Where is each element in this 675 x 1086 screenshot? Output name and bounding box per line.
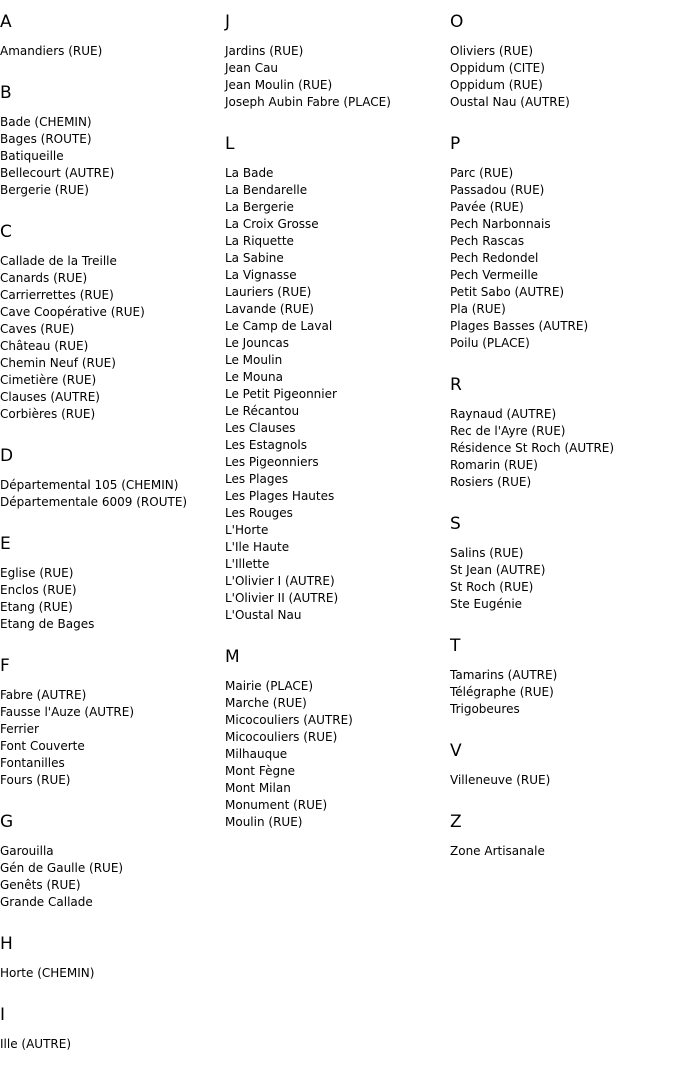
street-list	[225, 678, 450, 831]
street-list	[0, 687, 225, 789]
letter-section	[450, 636, 675, 718]
street-link[interactable]: Cave Coopérative (RUE)	[0, 305, 145, 319]
street-link[interactable]: Romarin (RUE)	[450, 458, 538, 472]
street-link[interactable]: Eglise (RUE)	[0, 566, 74, 580]
section-letter-heading: T	[450, 636, 461, 656]
section-letter-heading: D	[0, 446, 14, 466]
street-link[interactable]: Poilu (PLACE)	[450, 336, 530, 350]
street-link[interactable]: L'Illette	[225, 557, 270, 571]
street-link[interactable]: Monument (RUE)	[225, 798, 328, 812]
street-link[interactable]: Pech Redondel	[450, 251, 539, 265]
letter-section	[450, 375, 675, 491]
section-letter-heading: G	[0, 812, 14, 832]
street-link[interactable]: Passadou (RUE)	[450, 183, 545, 197]
street-link[interactable]: Fours (RUE)	[0, 773, 71, 787]
street-link[interactable]: Fontanilles	[0, 756, 65, 770]
letter-section	[0, 12, 225, 60]
street-link[interactable]: Amandiers (RUE)	[0, 44, 103, 58]
street-list	[0, 565, 225, 633]
street-link[interactable]: Télégraphe (RUE)	[450, 685, 554, 699]
street-link[interactable]: Bade (CHEMIN)	[0, 115, 92, 129]
street-link[interactable]: Ferrier	[0, 722, 39, 736]
street-link[interactable]: L'Oustal Nau	[225, 608, 302, 622]
street-link[interactable]: Les Plages Hautes	[225, 489, 335, 503]
street-link[interactable]: St Roch (RUE)	[450, 580, 534, 594]
section-letter-heading: A	[0, 12, 12, 32]
street-link[interactable]: Etang (RUE)	[0, 600, 73, 614]
street-link[interactable]: Moulin (RUE)	[225, 815, 303, 829]
letter-section	[450, 134, 675, 352]
letter-section	[450, 12, 675, 111]
section-letter-heading: L	[225, 134, 235, 154]
street-link[interactable]: Le Petit Pigeonnier	[225, 387, 337, 401]
street-link[interactable]: La Sabine	[225, 251, 284, 265]
street-list	[450, 165, 675, 352]
street-index-column-3	[450, 0, 675, 860]
street-link[interactable]: Garouilla	[0, 844, 54, 858]
street-link[interactable]: La Bergerie	[225, 200, 294, 214]
letter-section	[0, 222, 225, 423]
street-link[interactable]: Château (RUE)	[0, 339, 89, 353]
street-link[interactable]: Canards (RUE)	[0, 271, 88, 285]
street-list	[0, 477, 225, 511]
street-link[interactable]: Les Clauses	[225, 421, 296, 435]
letter-section	[225, 134, 450, 624]
street-link[interactable]: Les Plages	[225, 472, 289, 486]
street-link[interactable]: Rosiers (RUE)	[450, 475, 532, 489]
section-letter-heading: I	[0, 1005, 6, 1025]
street-link[interactable]: Gén de Gaulle (RUE)	[0, 861, 124, 875]
letter-section	[0, 446, 225, 511]
letter-section	[0, 534, 225, 633]
street-list	[0, 43, 225, 60]
street-link[interactable]: Clauses (AUTRE)	[0, 390, 100, 404]
street-link[interactable]: Milhauque	[225, 747, 288, 761]
street-link[interactable]: Oliviers (RUE)	[450, 44, 533, 58]
street-link[interactable]: La Bade	[225, 166, 274, 180]
street-link[interactable]: Caves (RUE)	[0, 322, 75, 336]
street-link[interactable]: Pech Narbonnais	[450, 217, 551, 231]
street-link[interactable]: Oppidum (CITE)	[450, 61, 545, 75]
section-letter-heading: O	[450, 12, 464, 32]
street-link[interactable]: Pla (RUE)	[450, 302, 506, 316]
street-link[interactable]: Ste Eugénie	[450, 597, 523, 611]
street-link[interactable]: Salins (RUE)	[450, 546, 524, 560]
street-link[interactable]: Etang de Bages	[0, 617, 95, 631]
street-link[interactable]: Bages (ROUTE)	[0, 132, 92, 146]
street-link[interactable]: Le Récantou	[225, 404, 300, 418]
street-list	[0, 965, 225, 982]
street-link[interactable]: Le Jouncas	[225, 336, 289, 350]
street-link[interactable]: Micocouliers (AUTRE)	[225, 713, 353, 727]
street-link[interactable]: Oppidum (RUE)	[450, 78, 543, 92]
street-link[interactable]: Cimetière (RUE)	[0, 373, 97, 387]
street-link[interactable]: Pech Vermeille	[450, 268, 539, 282]
letter-section	[225, 647, 450, 831]
street-list	[0, 843, 225, 911]
street-link[interactable]: Marche (RUE)	[225, 696, 307, 710]
street-list	[450, 43, 675, 111]
street-link[interactable]: Callade de la Treille	[0, 254, 117, 268]
street-link[interactable]: Jean Moulin (RUE)	[225, 78, 333, 92]
street-link[interactable]: Corbières (RUE)	[0, 407, 96, 421]
letter-section	[450, 812, 675, 860]
section-letter-heading: C	[0, 222, 12, 242]
street-link[interactable]: Mont Fègne	[225, 764, 296, 778]
street-link[interactable]: Les Rouges	[225, 506, 293, 520]
street-link[interactable]: Petit Sabo (AUTRE)	[450, 285, 565, 299]
street-link[interactable]: Lavande (RUE)	[225, 302, 314, 316]
letter-section	[0, 656, 225, 789]
street-link[interactable]: Villeneuve (RUE)	[450, 773, 551, 787]
street-list	[450, 843, 675, 860]
street-link[interactable]: L'Ile Haute	[225, 540, 290, 554]
street-link[interactable]: Lauriers (RUE)	[225, 285, 312, 299]
street-link[interactable]: Grande Callade	[0, 895, 93, 909]
street-link[interactable]: Enclos (RUE)	[0, 583, 77, 597]
street-link[interactable]: Départementale 6009 (ROUTE)	[0, 495, 188, 509]
street-link[interactable]: Fausse l'Auze (AUTRE)	[0, 705, 135, 719]
street-link[interactable]: Carrierrettes (RUE)	[0, 288, 114, 302]
letter-section	[225, 12, 450, 111]
street-link[interactable]: Chemin Neuf (RUE)	[0, 356, 116, 370]
letter-section	[0, 1005, 225, 1053]
street-link[interactable]: Zone Artisanale	[450, 844, 545, 858]
street-link[interactable]: Horte (CHEMIN)	[0, 966, 95, 980]
street-link[interactable]: Micocouliers (RUE)	[225, 730, 338, 744]
letter-section	[450, 514, 675, 613]
street-index-column-2	[225, 0, 450, 831]
street-link[interactable]: Le Mouna	[225, 370, 283, 384]
section-letter-heading: Z	[450, 812, 462, 832]
street-link[interactable]: Mont Milan	[225, 781, 291, 795]
street-link[interactable]: Jardins (RUE)	[225, 44, 304, 58]
street-link[interactable]: Tamarins (AUTRE)	[450, 668, 558, 682]
street-link[interactable]: Bergerie (RUE)	[0, 183, 89, 197]
street-link[interactable]: Le Moulin	[225, 353, 283, 367]
street-link[interactable]: L'Horte	[225, 523, 269, 537]
letter-section	[0, 83, 225, 199]
street-index-column-1	[0, 0, 225, 1053]
section-letter-heading: P	[450, 134, 461, 154]
street-link[interactable]: L'Olivier I (AUTRE)	[225, 574, 335, 588]
street-link[interactable]: La Riquette	[225, 234, 294, 248]
street-link[interactable]: Le Camp de Laval	[225, 319, 333, 333]
street-link[interactable]: Mairie (PLACE)	[225, 679, 314, 693]
street-link[interactable]: L'Olivier II (AUTRE)	[225, 591, 339, 605]
street-link[interactable]: St Jean (AUTRE)	[450, 563, 546, 577]
street-link[interactable]: Pech Rascas	[450, 234, 525, 248]
section-letter-heading: S	[450, 514, 461, 534]
street-list	[450, 772, 675, 789]
street-link[interactable]: Fabre (AUTRE)	[0, 688, 87, 702]
street-link[interactable]: Rec de l'Ayre (RUE)	[450, 424, 566, 438]
street-link[interactable]: Parc (RUE)	[450, 166, 514, 180]
section-letter-heading: V	[450, 741, 462, 761]
street-link[interactable]: Raynaud (AUTRE)	[450, 407, 557, 421]
letter-section	[450, 741, 675, 789]
street-list	[225, 43, 450, 111]
street-link[interactable]: Plages Basses (AUTRE)	[450, 319, 589, 333]
street-list	[0, 1036, 225, 1053]
street-link[interactable]: Jean Cau	[225, 61, 279, 75]
section-letter-heading: B	[0, 83, 12, 103]
street-link[interactable]: Départemental 105 (CHEMIN)	[0, 478, 179, 492]
section-letter-heading: R	[450, 375, 462, 395]
street-link[interactable]: Résidence St Roch (AUTRE)	[450, 441, 615, 455]
letter-section	[0, 812, 225, 911]
street-link[interactable]: Joseph Aubin Fabre (PLACE)	[225, 95, 391, 109]
section-letter-heading: J	[225, 12, 231, 32]
section-letter-heading: M	[225, 647, 240, 667]
street-list	[0, 253, 225, 423]
section-letter-heading: H	[0, 934, 13, 954]
section-letter-heading: F	[0, 656, 10, 676]
street-link[interactable]: Genêts (RUE)	[0, 878, 81, 892]
street-link[interactable]: Oustal Nau (AUTRE)	[450, 95, 570, 109]
street-link[interactable]: Les Estagnols	[225, 438, 307, 452]
street-list	[450, 406, 675, 491]
street-link[interactable]: Trigobeures	[450, 702, 520, 716]
street-link[interactable]: Bellecourt (AUTRE)	[0, 166, 115, 180]
street-link[interactable]: Font Couverte	[0, 739, 85, 753]
street-link[interactable]: La Bendarelle	[225, 183, 308, 197]
street-link[interactable]: Les Pigeonniers	[225, 455, 319, 469]
street-link[interactable]: La Vignasse	[225, 268, 297, 282]
street-list	[450, 545, 675, 613]
letter-section	[0, 934, 225, 982]
street-list	[450, 667, 675, 718]
street-link[interactable]: Batiqueille	[0, 149, 64, 163]
street-link[interactable]: Ille (AUTRE)	[0, 1037, 72, 1051]
street-list	[0, 114, 225, 199]
street-link[interactable]: La Croix Grosse	[225, 217, 319, 231]
street-list	[225, 165, 450, 624]
street-link[interactable]: Pavée (RUE)	[450, 200, 524, 214]
section-letter-heading: E	[0, 534, 11, 554]
